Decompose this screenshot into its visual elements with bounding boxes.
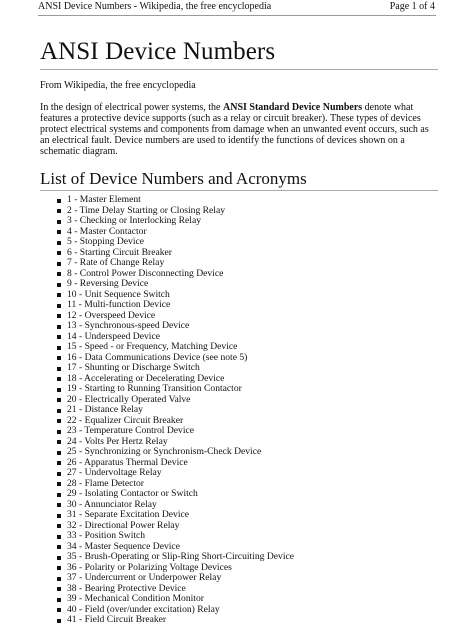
bullet-icon [57,335,61,339]
list-item-label: 11 - Multi-function Device [67,299,171,310]
bullet-icon [57,230,61,234]
section-divider [40,190,438,191]
print-header-title: ANSI Device Numbers - Wikipedia, the free encyclopedia [38,1,272,12]
list-item-label: 28 - Flame Detector [67,477,144,489]
bullet-icon [57,566,61,570]
intro-text-end: denote what features a protective device supports (such as a relay or circuit breaker). These types of devices protect electrical systems and components from damage when an unwanted event occurs, such as an electrical fault. Device numbers are used to identify the functions of devices shown on a schematic diagram. [40,102,429,157]
list-item-label: 16 - Data Communications Device (see note 5) [67,351,248,363]
bullet-icon [57,535,61,539]
list-item-label: 8 - Control Power Disconnecting Device [67,267,224,279]
list-item-label: 17 - Shunting or Discharge Switch [67,362,200,373]
list-item-label: 34 - Master Sequence Device [67,540,180,552]
bullet-icon [57,356,61,360]
bullet-icon [57,545,61,549]
list-item-label: 36 - Polarity or Polarizing Voltage Devices [67,561,232,573]
bullet-icon [57,493,61,497]
list-item-label: 30 - Annunciator Relay [67,498,157,510]
bullet-icon [57,325,61,329]
list-item-label: 21 - Distance Relay [67,404,143,415]
bullet-icon [57,419,61,423]
list-item-label: 4 - Master Contactor [67,225,147,237]
list-item-label: 5 - Stopping Device [67,236,145,247]
list-item-label: 24 - Volts Per Hertz Relay [67,435,168,447]
list-item-label: 31 - Separate Excitation Device [67,509,190,520]
bullet-icon [57,272,61,276]
list-item-label: 18 - Accelerating or Decelerating Device [67,372,225,384]
list-item-label: 19 - Starting to Running Transition Contactor [67,383,242,394]
list-item-label: 32 - Directional Power Relay [67,519,180,531]
bullet-icon [57,451,61,455]
print-header-page-number: Page 1 of 4 [389,1,435,12]
list-item-label: 22 - Equalizer Circuit Breaker [67,414,184,426]
bullet-icon [57,209,61,213]
list-item-label: 39 - Mechanical Condition Monitor [67,593,204,604]
list-item-label: 7 - Rate of Change Relay [67,257,165,268]
bullet-icon [57,503,61,507]
list-item-label: 14 - Underspeed Device [67,330,160,342]
page-title: ANSI Device Numbers [40,38,276,65]
bullet-icon [57,241,61,245]
bullet-icon [57,367,61,371]
bullet-icon [57,346,61,350]
list-item-label: 6 - Starting Circuit Breaker [67,246,172,258]
print-header [0,0,474,13]
intro-text-start: In the design of electrical power systems, the [40,102,223,113]
bullet-icon [57,524,61,528]
bullet-icon [57,377,61,381]
bullet-icon [57,388,61,392]
article-body [40,38,440,626]
bullet-icon [57,461,61,465]
list-item-label: 12 - Overspeed Device [67,309,156,321]
list-item-label: 38 - Bearing Protective Device [67,582,186,594]
bullet-icon [57,199,61,203]
title-divider [40,69,438,70]
intro-bold-term: ANSI Standard Device Numbers [223,102,363,113]
bullet-icon [57,482,61,486]
print-header-divider [38,15,436,16]
intro-paragraph [40,102,440,157]
bullet-icon [57,409,61,413]
section-heading: List of Device Numbers and Acronyms [40,169,307,188]
bullet-icon [57,220,61,224]
list-item-label: 15 - Speed - or Frequency, Matching Device [67,341,238,352]
list-item-label: 41 - Field Circuit Breaker [67,614,167,625]
list-item-label: 20 - Electrically Operated Valve [67,393,191,405]
list-item-label: 9 - Reversing Device [67,278,149,289]
list-item-label: 13 - Synchronous-speed Device [67,320,190,331]
bullet-icon [57,262,61,266]
device-number-list [40,195,440,626]
list-item-label: 40 - Field (over/under excitation) Relay [67,603,220,615]
bullet-icon [57,587,61,591]
bullet-icon [57,514,61,518]
list-item-label: 23 - Temperature Control Device [67,425,195,436]
bullet-icon [57,440,61,444]
bullet-icon [57,293,61,297]
list-item-label: 27 - Undervoltage Relay [67,467,162,478]
bullet-icon [57,283,61,287]
list-item-label: 33 - Position Switch [67,530,146,541]
list-item-label: 10 - Unit Sequence Switch [67,288,170,300]
list-item-label: 2 - Time Delay Starting or Closing Relay [67,204,226,216]
list-item-label: 3 - Checking or Interlocking Relay [67,215,202,226]
bullet-icon [57,430,61,434]
bullet-icon [57,472,61,476]
list-item-label: 29 - Isolating Contactor or Switch [67,488,198,499]
bullet-icon [57,619,61,623]
source-line: From Wikipedia, the free encyclopedia [40,80,196,91]
bullet-icon [57,556,61,560]
bullet-icon [57,314,61,318]
bullet-icon [57,251,61,255]
list-item-label: 26 - Apparatus Thermal Device [67,456,188,468]
bullet-icon [57,398,61,402]
list-item-label: 25 - Synchronizing or Synchronism-Check Device [67,446,262,457]
bullet-icon [57,608,61,612]
list-item-label: 35 - Brush-Operating or Slip-Ring Short-Circuiting Device [67,551,295,562]
bullet-icon [57,598,61,602]
list-item [40,615,440,626]
bullet-icon [57,577,61,581]
list-item-label: 1 - Master Element [67,194,141,205]
list-item-label: 37 - Undercurrent or Underpower Relay [67,572,222,583]
bullet-icon [57,304,61,308]
